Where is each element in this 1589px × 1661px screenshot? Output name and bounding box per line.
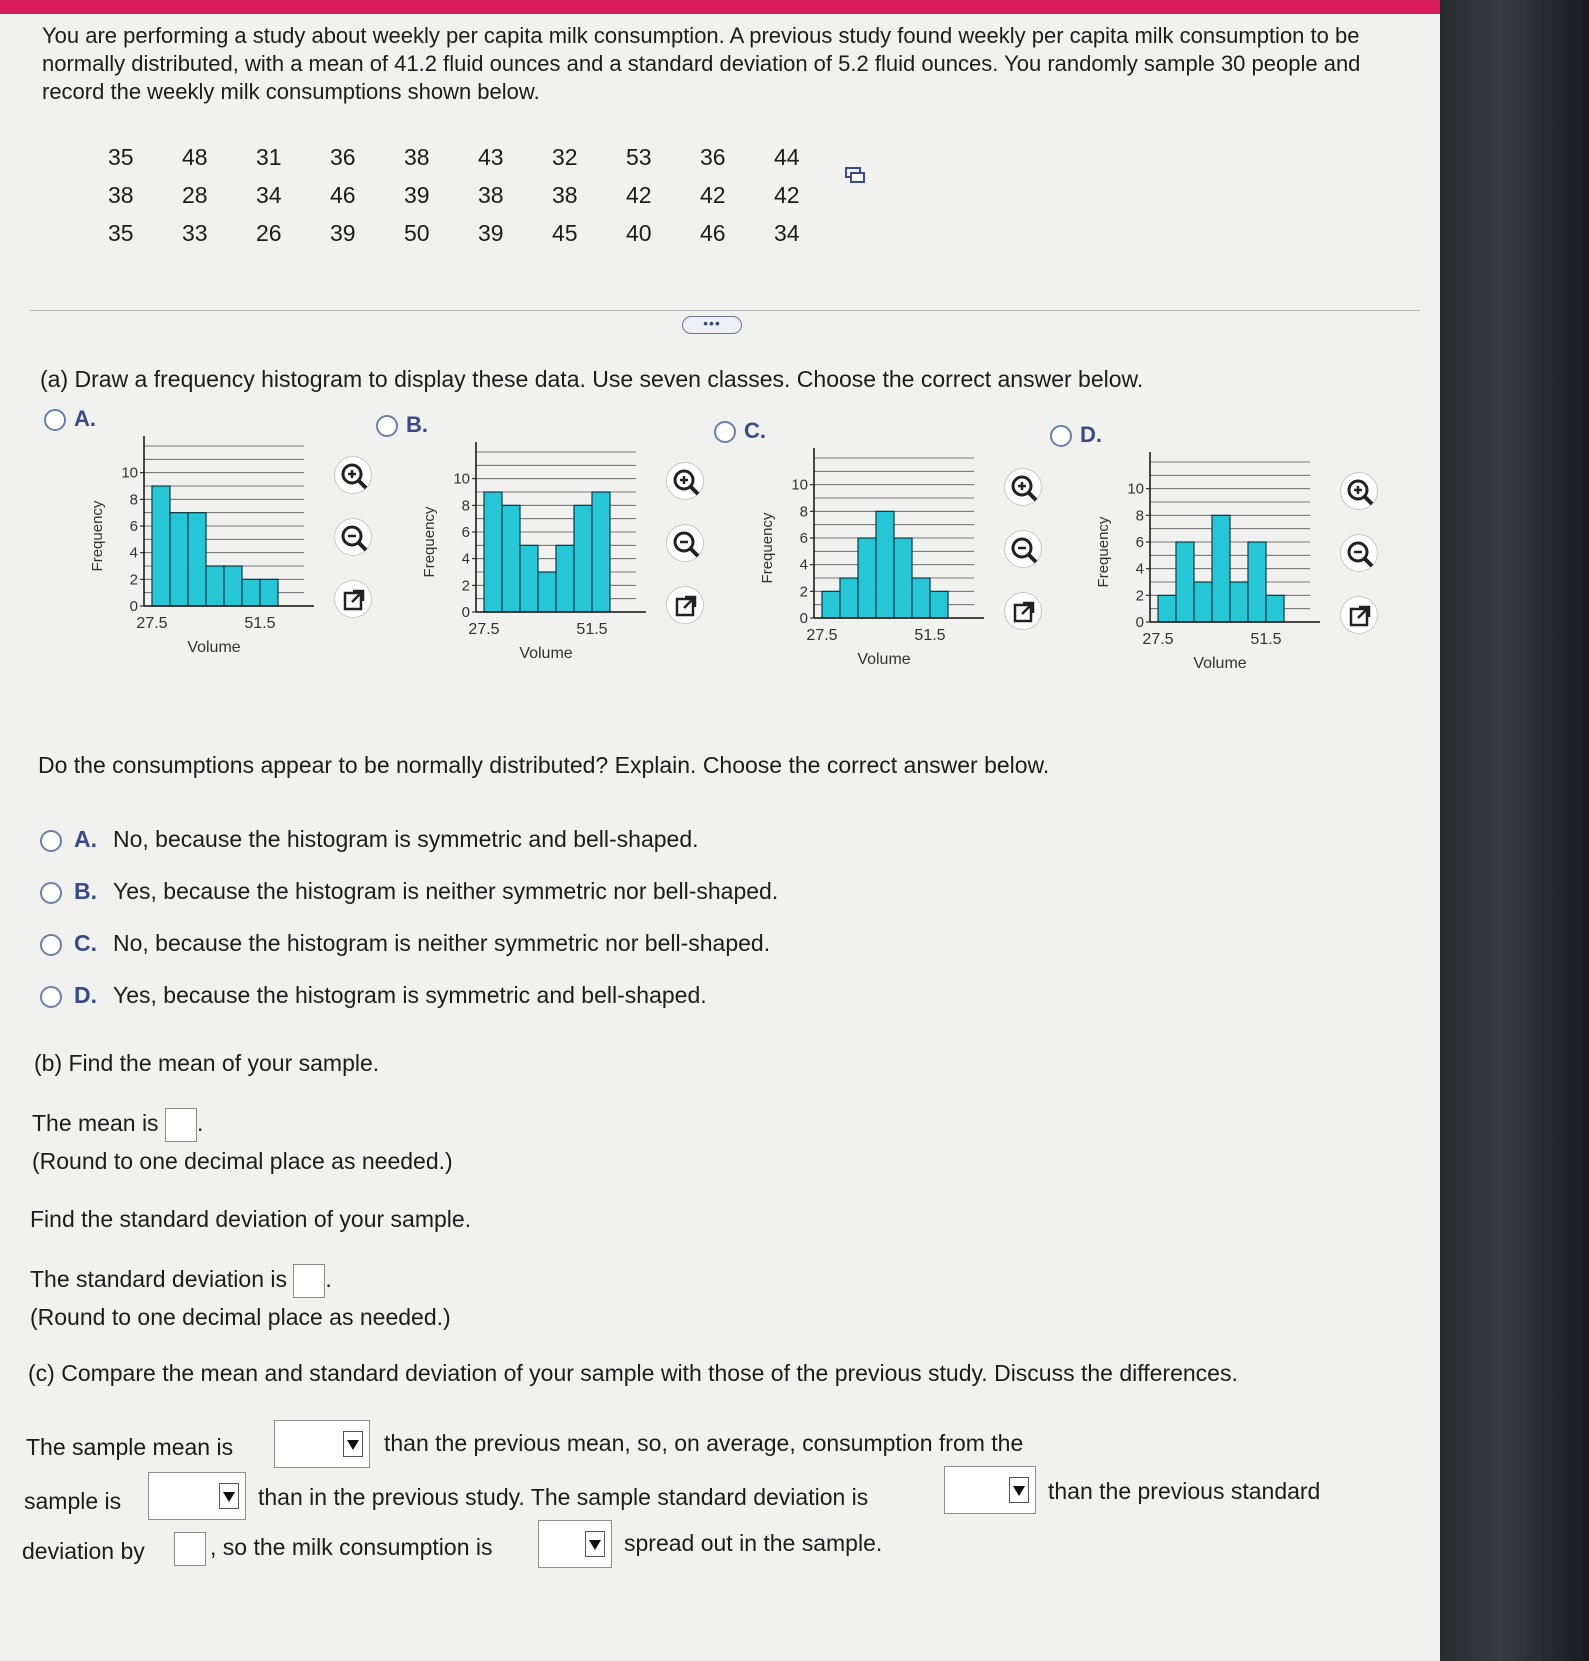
option-text: Yes, because the histogram is symmetric and bell-shaped. bbox=[113, 982, 707, 1008]
radio-button[interactable] bbox=[1050, 425, 1072, 447]
y-tick-label: 8 bbox=[129, 491, 138, 509]
histogram-chart bbox=[54, 436, 314, 696]
option-letter: A. bbox=[74, 826, 97, 852]
option-letter: B. bbox=[74, 878, 97, 904]
c-text-3: sample is bbox=[24, 1488, 122, 1514]
y-tick-label: 10 bbox=[791, 476, 808, 494]
histogram-bar bbox=[1248, 542, 1266, 622]
y-tick-label: 0 bbox=[129, 598, 138, 615]
option-text: Yes, because the histogram is neither symmetric nor bell-shaped. bbox=[113, 878, 779, 904]
table-cell: 50 bbox=[404, 219, 430, 246]
table-cell: 34 bbox=[256, 181, 282, 208]
histogram-bar bbox=[1176, 542, 1194, 622]
table-cell: 35 bbox=[108, 219, 134, 246]
table-cell: 36 bbox=[330, 143, 356, 170]
zoom-out-icon[interactable] bbox=[1340, 534, 1378, 572]
table-cell: 48 bbox=[182, 143, 208, 170]
histogram-chart bbox=[386, 442, 646, 702]
table-row bbox=[108, 176, 848, 214]
table-row bbox=[108, 138, 848, 176]
zoom-out-icon[interactable] bbox=[666, 524, 704, 562]
y-tick-label: 2 bbox=[461, 577, 470, 595]
radio-button[interactable] bbox=[40, 986, 62, 1008]
histogram-chart bbox=[724, 448, 984, 708]
open-new-window-icon[interactable] bbox=[334, 580, 372, 618]
y-tick-label: 0 bbox=[1135, 614, 1144, 631]
histogram-bar bbox=[224, 566, 242, 606]
radio-button[interactable] bbox=[40, 882, 62, 904]
histogram-option-c[interactable] bbox=[714, 418, 1034, 708]
histogram-bar bbox=[484, 492, 502, 612]
radio-button[interactable] bbox=[40, 934, 62, 956]
y-tick-label: 6 bbox=[461, 524, 470, 541]
y-tick-label: 6 bbox=[799, 530, 808, 547]
c-text-1: The sample mean is bbox=[26, 1434, 234, 1460]
normality-option-c[interactable] bbox=[40, 930, 770, 957]
histogram-bar bbox=[1266, 595, 1284, 622]
option-text: No, because the histogram is neither symmetric nor bell-shaped. bbox=[113, 930, 771, 956]
sd-input[interactable] bbox=[293, 1264, 325, 1298]
x-tick-label: 51.5 bbox=[1250, 631, 1282, 648]
x-tick-label: 51.5 bbox=[244, 615, 276, 632]
table-cell: 46 bbox=[700, 219, 726, 246]
table-cell: 39 bbox=[478, 219, 504, 246]
histogram-bar bbox=[170, 513, 188, 606]
y-tick-label: 4 bbox=[1135, 560, 1144, 578]
round-note: (Round to one decimal place as needed.) bbox=[32, 1148, 453, 1174]
histogram-bar bbox=[538, 572, 556, 612]
option-letter: D. bbox=[74, 982, 97, 1008]
table-cell: 42 bbox=[626, 181, 652, 208]
histogram-bar bbox=[894, 538, 912, 618]
x-tick-label: 27.5 bbox=[468, 621, 500, 638]
table-cell: 38 bbox=[108, 181, 134, 208]
histogram-bar bbox=[206, 566, 224, 606]
copy-data-icon[interactable] bbox=[844, 166, 866, 184]
x-tick-label: 27.5 bbox=[136, 615, 168, 632]
c-text-7: , so the milk consumption is bbox=[210, 1534, 493, 1560]
histogram-bar bbox=[188, 513, 206, 606]
histogram-chart bbox=[1060, 452, 1320, 712]
normality-option-a[interactable] bbox=[40, 826, 699, 853]
table-cell: 42 bbox=[774, 181, 800, 208]
y-tick-label: 6 bbox=[1135, 534, 1144, 551]
open-new-window-icon[interactable] bbox=[666, 586, 704, 624]
option-label: D. bbox=[1080, 422, 1102, 447]
open-new-window-icon[interactable] bbox=[1004, 592, 1042, 630]
zoom-out-icon[interactable] bbox=[1004, 530, 1042, 568]
c-text-6: deviation by bbox=[22, 1538, 145, 1564]
y-tick-label: 8 bbox=[1135, 507, 1144, 525]
c-text-4: than in the previous study. The sample standard deviation is bbox=[258, 1484, 869, 1510]
sd-comparison-dropdown[interactable] bbox=[944, 1466, 1036, 1514]
x-axis-label: Volume bbox=[857, 651, 911, 668]
x-axis-label: Volume bbox=[1193, 655, 1247, 672]
part-c-question: (c) Compare the mean and standard deviation of your sample with those of the previous study. Discuss the differences. bbox=[28, 1360, 1238, 1386]
table-cell: 45 bbox=[552, 219, 578, 246]
histogram-bar bbox=[574, 505, 592, 612]
option-label: B. bbox=[406, 412, 428, 437]
table-cell: 38 bbox=[552, 181, 578, 208]
histogram-option-b[interactable] bbox=[376, 412, 696, 702]
table-cell: 44 bbox=[774, 143, 800, 170]
zoom-in-icon[interactable] bbox=[334, 456, 372, 494]
x-tick-label: 27.5 bbox=[1142, 631, 1174, 648]
histogram-option-d[interactable] bbox=[1050, 422, 1380, 712]
y-axis-label: Frequency bbox=[759, 512, 776, 584]
zoom-out-icon[interactable] bbox=[334, 518, 372, 556]
y-tick-label: 4 bbox=[461, 550, 470, 568]
radio-button[interactable] bbox=[44, 409, 66, 431]
spread-comparison-dropdown[interactable] bbox=[538, 1520, 612, 1568]
table-cell: 39 bbox=[404, 181, 430, 208]
y-tick-label: 6 bbox=[129, 518, 138, 535]
table-cell: 26 bbox=[256, 219, 282, 246]
sd-question: Find the standard deviation of your sample. bbox=[30, 1206, 472, 1232]
table-row bbox=[108, 214, 848, 252]
y-tick-label: 10 bbox=[1127, 480, 1144, 498]
histogram-bar bbox=[260, 579, 278, 606]
normality-option-d[interactable] bbox=[40, 982, 707, 1009]
histogram-bar bbox=[822, 591, 840, 618]
table-cell: 46 bbox=[330, 181, 356, 208]
zoom-in-icon[interactable] bbox=[1004, 468, 1042, 506]
sd-answer-line: The standard deviation is . bbox=[30, 1264, 332, 1298]
mean-input[interactable] bbox=[165, 1108, 197, 1142]
histogram-bar bbox=[876, 511, 894, 618]
y-tick-label: 2 bbox=[129, 571, 138, 589]
histogram-bar bbox=[840, 578, 858, 618]
y-tick-label: 8 bbox=[461, 497, 470, 515]
y-tick-label: 4 bbox=[129, 544, 138, 562]
c-text-2: than the previous mean, so, on average, consumption from the bbox=[384, 1430, 1024, 1456]
radio-button[interactable] bbox=[40, 830, 62, 852]
normality-option-b[interactable] bbox=[40, 878, 778, 905]
y-tick-label: 4 bbox=[799, 556, 808, 574]
histogram-bar bbox=[912, 578, 930, 618]
divider bbox=[30, 310, 1420, 311]
sd-prefix: The standard deviation is bbox=[30, 1266, 287, 1293]
round-note: (Round to one decimal place as needed.) bbox=[30, 1304, 451, 1330]
zoom-in-icon[interactable] bbox=[666, 462, 704, 500]
table-cell: 33 bbox=[182, 219, 208, 246]
part-b-question: (b) Find the mean of your sample. bbox=[34, 1050, 380, 1076]
y-tick-label: 2 bbox=[1135, 587, 1144, 605]
more-button[interactable]: ••• bbox=[682, 316, 742, 334]
table-cell: 38 bbox=[478, 181, 504, 208]
mean-answer-line: The mean is . bbox=[32, 1108, 203, 1142]
option-label: C. bbox=[744, 418, 766, 443]
y-tick-label: 10 bbox=[453, 470, 470, 488]
histogram-bar bbox=[930, 591, 948, 618]
consumption-comparison-dropdown[interactable] bbox=[148, 1472, 246, 1520]
histogram-bar bbox=[1158, 595, 1176, 622]
table-cell: 34 bbox=[774, 219, 800, 246]
histogram-bar bbox=[502, 505, 520, 612]
chevron-down-icon bbox=[343, 1431, 363, 1457]
histogram-bar bbox=[520, 545, 538, 612]
c-text-8: spread out in the sample. bbox=[624, 1530, 883, 1556]
radio-button[interactable] bbox=[376, 415, 398, 437]
y-tick-label: 10 bbox=[121, 464, 138, 482]
radio-button[interactable] bbox=[714, 421, 736, 443]
chevron-down-icon bbox=[219, 1483, 239, 1509]
table-cell: 42 bbox=[700, 181, 726, 208]
table-cell: 39 bbox=[330, 219, 356, 246]
option-text: No, because the histogram is symmetric and bell-shaped. bbox=[113, 826, 699, 852]
data-table bbox=[108, 138, 848, 252]
table-cell: 40 bbox=[626, 219, 652, 246]
table-cell: 32 bbox=[552, 143, 578, 170]
table-cell: 35 bbox=[108, 143, 134, 170]
problem-intro: You are performing a study about weekly per capita milk consumption. A previous study found weekly per capita milk consumption to be normally distributed, with a mean of 41.2 fluid ounces and a standard deviation of 5.2 fluid ounces. You randomly sample 30 people and record the weekly milk consumptions shown below. bbox=[42, 23, 1361, 104]
x-tick-label: 51.5 bbox=[576, 621, 608, 638]
mean-comparison-dropdown[interactable] bbox=[274, 1420, 370, 1468]
y-tick-label: 0 bbox=[799, 610, 808, 627]
histogram-bar bbox=[556, 545, 574, 612]
y-tick-label: 8 bbox=[799, 503, 808, 521]
histogram-option-a[interactable] bbox=[44, 406, 364, 696]
y-tick-label: 0 bbox=[461, 604, 470, 621]
y-axis-label: Frequency bbox=[421, 506, 438, 578]
table-cell: 53 bbox=[626, 143, 652, 170]
table-cell: 38 bbox=[404, 143, 430, 170]
background-edge bbox=[1440, 0, 1589, 1661]
table-cell: 36 bbox=[700, 143, 726, 170]
y-tick-label: 2 bbox=[799, 583, 808, 601]
mean-prefix: The mean is bbox=[32, 1110, 159, 1137]
y-axis-label: Frequency bbox=[1095, 516, 1112, 588]
x-axis-label: Volume bbox=[187, 639, 241, 656]
sd-difference-input[interactable] bbox=[174, 1532, 206, 1566]
x-tick-label: 51.5 bbox=[914, 627, 946, 644]
table-cell: 31 bbox=[256, 143, 282, 170]
x-axis-label: Volume bbox=[519, 645, 573, 662]
histogram-bar bbox=[592, 492, 610, 612]
histogram-bar bbox=[1230, 582, 1248, 622]
table-cell: 43 bbox=[478, 143, 504, 170]
c-text-5: than the previous standard bbox=[1048, 1478, 1321, 1504]
histogram-bar bbox=[242, 579, 260, 606]
chevron-down-icon bbox=[585, 1531, 605, 1557]
option-letter: C. bbox=[74, 930, 97, 956]
part-a-question: (a) Draw a frequency histogram to display these data. Use seven classes. Choose the correct answer below. bbox=[40, 366, 1144, 392]
histogram-bar bbox=[858, 538, 876, 618]
x-tick-label: 27.5 bbox=[806, 627, 838, 644]
table-cell: 28 bbox=[182, 181, 208, 208]
histogram-bar bbox=[152, 486, 170, 606]
normality-question: Do the consumptions appear to be normally distributed? Explain. Choose the correct answer below. bbox=[38, 752, 1050, 778]
y-axis-label: Frequency bbox=[89, 500, 106, 572]
option-label: A. bbox=[74, 406, 96, 431]
histogram-bar bbox=[1194, 582, 1212, 622]
open-new-window-icon[interactable] bbox=[1340, 596, 1378, 634]
histogram-bar bbox=[1212, 515, 1230, 622]
chevron-down-icon bbox=[1009, 1477, 1029, 1503]
zoom-in-icon[interactable] bbox=[1340, 472, 1378, 510]
